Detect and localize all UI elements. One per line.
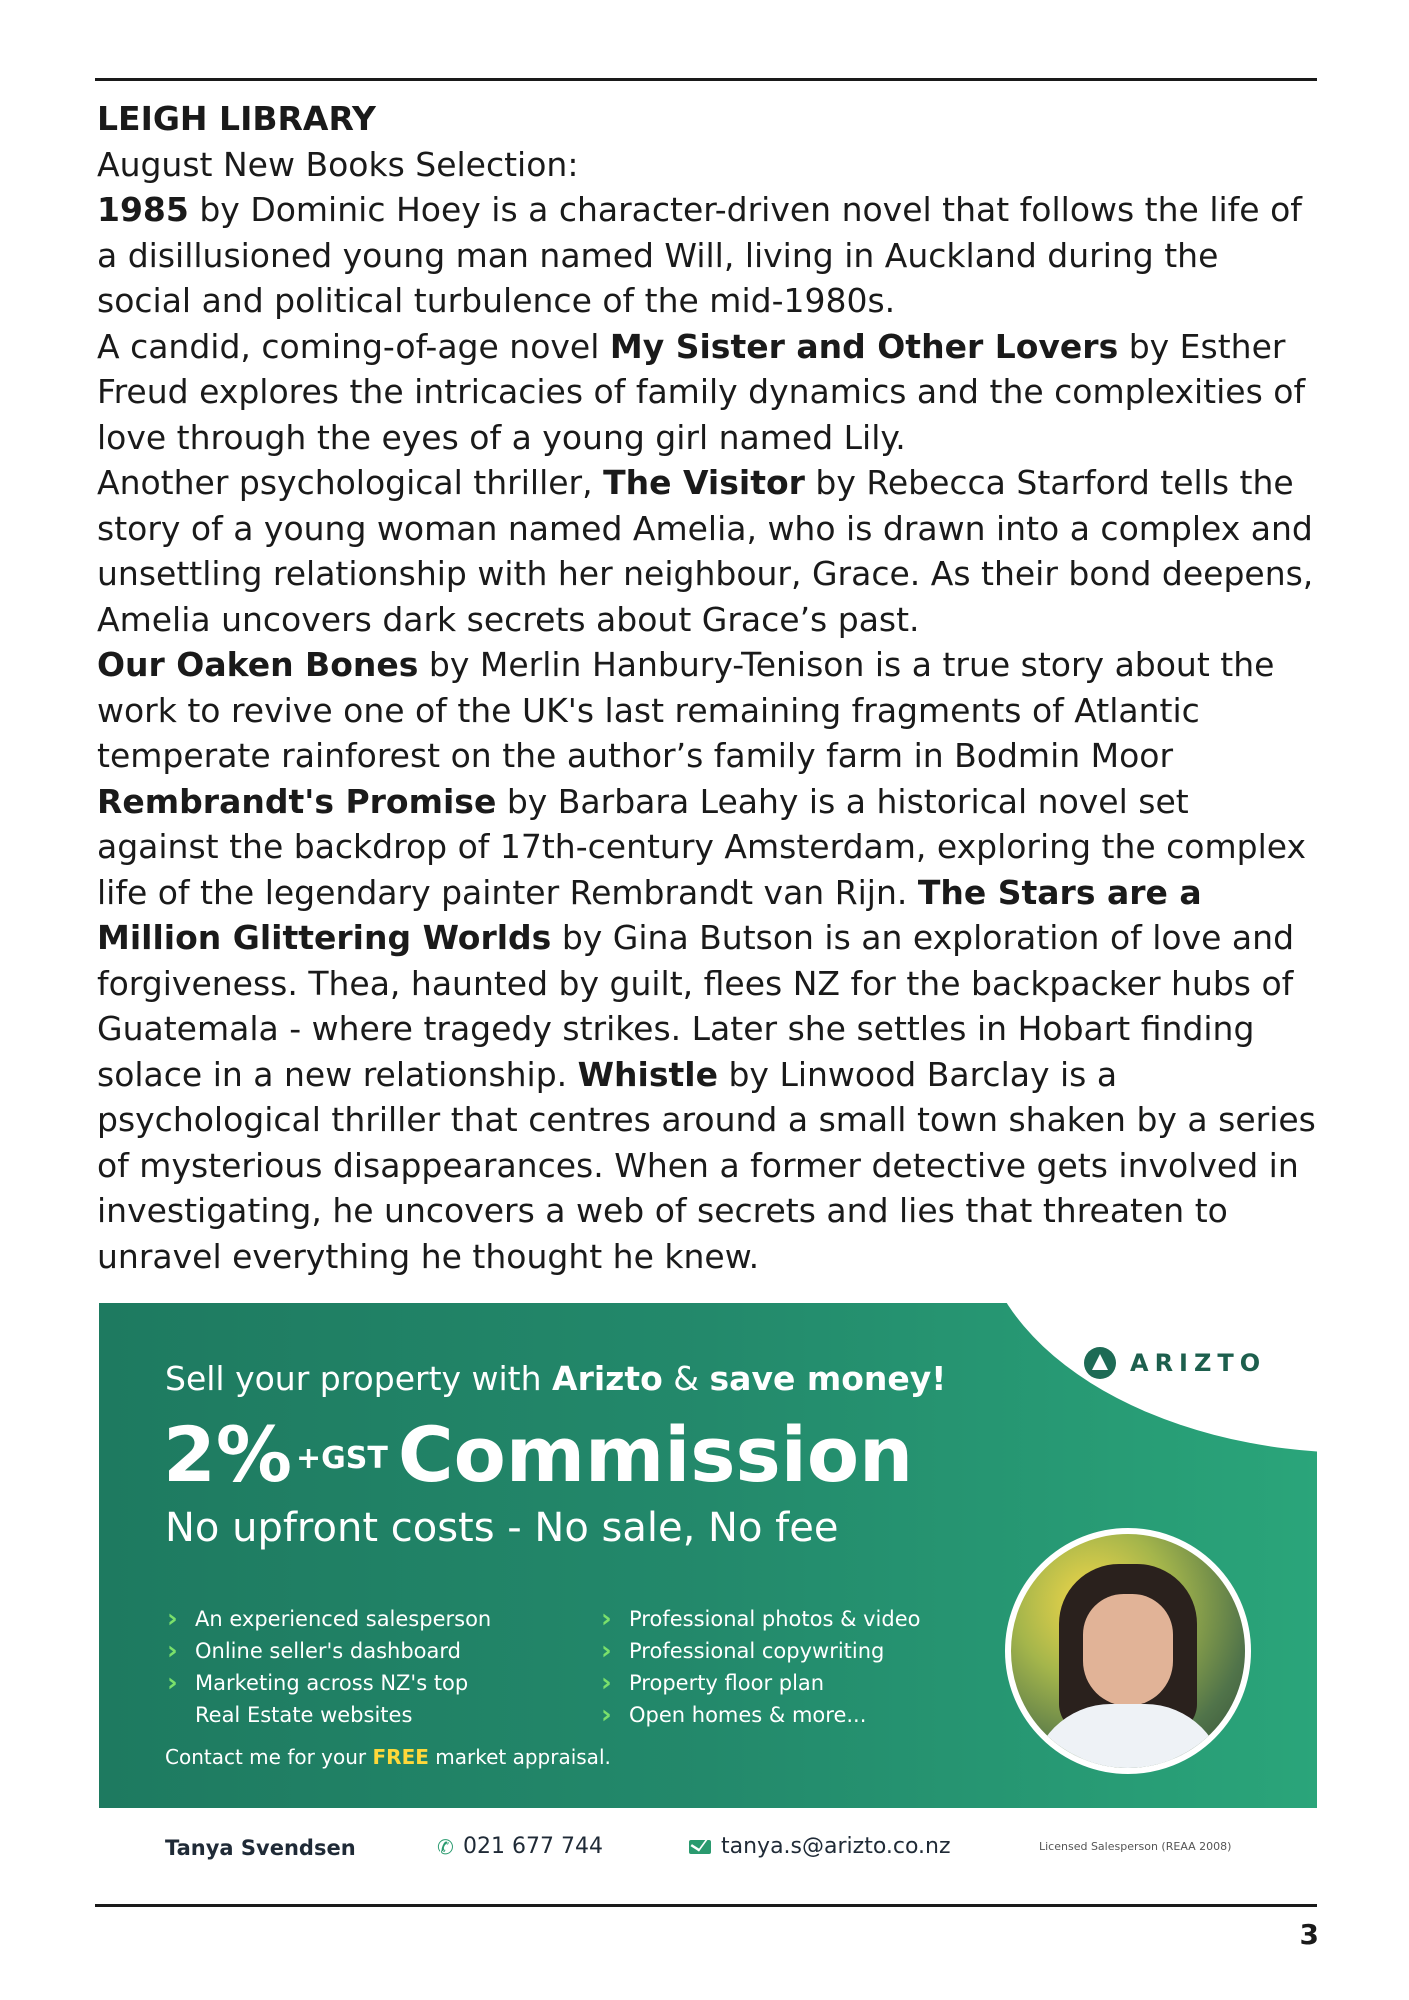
book-title: 1985 bbox=[97, 190, 189, 229]
feature-item: › Marketing across NZ's top bbox=[165, 1667, 491, 1699]
feature-item: › Online seller's dashboard bbox=[165, 1635, 491, 1667]
agent-phone[interactable]: ✆ 021 677 744 bbox=[437, 1834, 603, 1859]
logo-text: ARIZTO bbox=[1130, 1349, 1267, 1377]
feature-item: › Open homes & more... bbox=[599, 1699, 920, 1731]
appraisal-offer: Contact me for your FREE market appraisal. bbox=[165, 1745, 611, 1769]
book-title: My Sister and Other Lovers bbox=[609, 326, 1119, 366]
section-heading: LEIGH LIBRARY bbox=[97, 99, 376, 138]
book-paragraph-2: A candid, coming-of-age novel My Sister and Other Lovers by Esther Freud explores the intricacies of family dynamics and the complexities of love through the eyes of a young girl named Lily. bbox=[97, 326, 1306, 457]
feature-item: › Professional photos & video bbox=[599, 1603, 920, 1635]
agent-photo bbox=[1005, 1528, 1251, 1774]
book-paragraph-4: Our Oaken Bones by Merlin Hanbury-Tenison is a true story about the work to revive one of the UK's last remaining fragments of Atlantic temperate rainforest on the author’s family farm in Bodmin Moor bbox=[97, 645, 1275, 775]
arizto-logo bbox=[1084, 1347, 1266, 1379]
ad-subheadline: No upfront costs - No sale, No fee bbox=[165, 1505, 839, 1551]
agent-name: Tanya Svendsen bbox=[165, 1836, 356, 1860]
mail-icon bbox=[689, 1840, 711, 1854]
ad-features-left bbox=[165, 1603, 491, 1731]
library-article bbox=[97, 96, 1319, 1279]
feature-item-continued: Real Estate websites bbox=[195, 1703, 413, 1727]
page-number: 3 bbox=[1299, 1918, 1319, 1951]
ad-tagline: Sell your property with Arizto & save money! bbox=[165, 1359, 947, 1398]
book-title: The Stars are a Million Glittering Worlds bbox=[97, 872, 1202, 957]
ad-contact-bar bbox=[99, 1808, 1317, 1888]
agent-email[interactable]: tanya.s@arizto.co.nz bbox=[689, 1834, 951, 1859]
intro-line: August New Books Selection: bbox=[97, 144, 579, 184]
arizto-logo-icon bbox=[1084, 1347, 1116, 1379]
feature-item: › Property floor plan bbox=[599, 1667, 920, 1699]
book-paragraph-5: Rembrandt's Promise by Barbara Leahy is a historical novel set against the backdrop of 17th-century Amsterdam, exploring the complex life of the legendary painter Rembrandt van Rijn. The Stars are a Million Glittering Worlds by Gina Butson is an exploration of love and forgiveness. Thea, haunted by guilt, flees NZ for the backpacker hubs of Guatemala - where tragedy strikes. Later she settles in Hobart finding solace in a new relationship. Whistle by Linwood Barclay is a psychological thriller that centres around a small town shaken by a series of mysterious disappearances. When a former detective gets involved in investigating, he uncovers a web of secrets and lies that threaten to unravel everything he thought he knew. bbox=[97, 781, 1316, 1276]
ad-background bbox=[99, 1303, 1317, 1808]
book-title: The Visitor bbox=[603, 463, 805, 502]
ad-headline: 2% $^{+GST}$ Commission bbox=[163, 1410, 914, 1499]
book-title: Rembrandt's Promise bbox=[97, 781, 497, 821]
licence-note: Licensed Salesperson (REAA 2008) bbox=[1039, 1840, 1232, 1853]
phone-icon: ✆ bbox=[437, 1834, 454, 1859]
arizto-advertisement[interactable] bbox=[99, 1303, 1317, 1888]
book-paragraph-1: 1985 by Dominic Hoey is a character-driven novel that follows the life of a disillusioned young man named Will, living in Auckland during the social and political turbulence of the mid-1980s. bbox=[97, 190, 1302, 320]
book-title: Whistle bbox=[577, 1054, 718, 1094]
ad-features-right bbox=[599, 1603, 920, 1731]
bottom-rule bbox=[95, 1904, 1317, 1907]
top-rule bbox=[95, 78, 1317, 81]
book-paragraph-3: Another psychological thriller, The Visitor by Rebecca Starford tells the story of a young woman named Amelia, who is drawn into a complex and unsettling relationship with her neighbour, Grace. As their bond deepens, Amelia uncovers dark secrets about Grace’s past. bbox=[97, 463, 1314, 639]
feature-item: › An experienced salesperson bbox=[165, 1603, 491, 1635]
book-title: Our Oaken Bones bbox=[97, 645, 419, 684]
feature-item: › Professional copywriting bbox=[599, 1635, 920, 1667]
